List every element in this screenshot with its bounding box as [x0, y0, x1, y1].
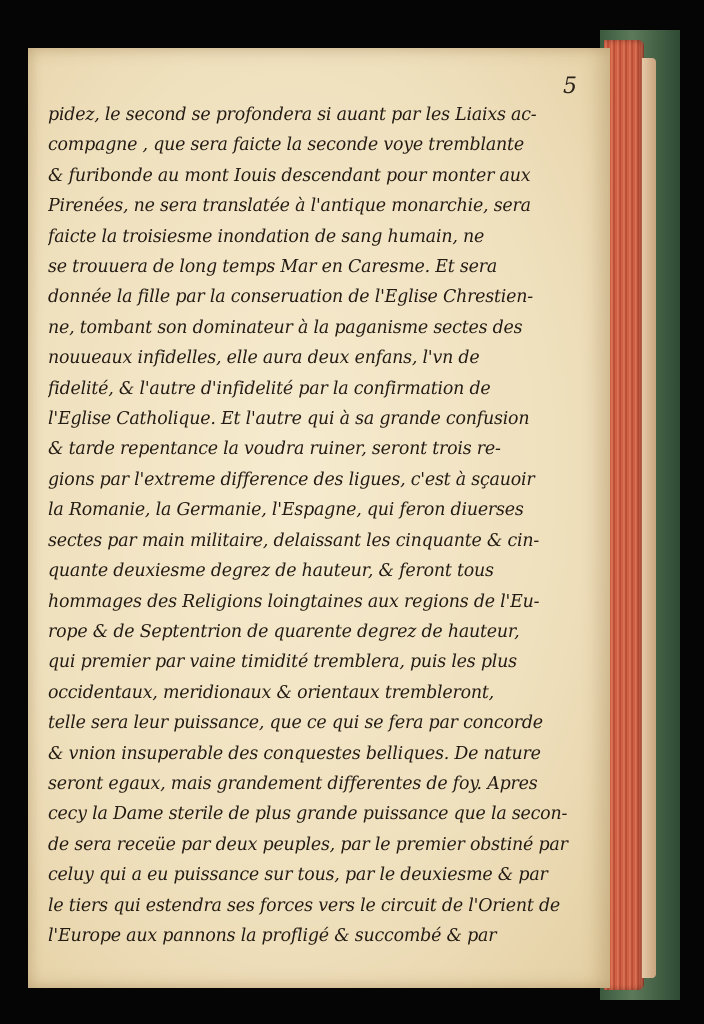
text-line: & vnion insuperable des conquestes belliques. De nature: [48, 743, 541, 764]
text-line: occidentaux, meridionaux & orientaux trembleront,: [48, 682, 494, 703]
text-line: qui premier par vaine timidité tremblera, puis les plus: [48, 652, 517, 673]
text-line: se trouuera de long temps Mar en Caresme. Et sera: [48, 257, 498, 278]
text-line: l'Eglise Catholique. Et l'autre qui à sa grande confusion: [48, 409, 530, 430]
text-line: compagne , que sera faicte la seconde voye tremblante: [48, 135, 524, 156]
page-text: [48, 100, 588, 951]
text-line: pidez, le second se profondera si auant par les Liaixs ac-: [48, 105, 537, 125]
text-line: de sera receüe par deux peuples, par le premier obstiné par: [48, 834, 568, 855]
text-line: ne, tombant son dominateur à la paganisme sectes des: [48, 317, 523, 338]
text-line: telle sera leur puissance, que ce qui se fera par concorde: [48, 713, 543, 734]
text-line: l'Europe aux pannons la profligé & succombé & par: [48, 925, 497, 946]
text-line: quante deuxiesme degrez de hauteur, & feront tous: [48, 561, 494, 582]
text-line: Pirenées, ne sera translatée à l'antique monarchie, sera: [48, 196, 531, 217]
page-edge-red: [604, 40, 644, 990]
text-line: donnée la fille par la conseruation de l'Eglise Chrestien-: [48, 287, 533, 308]
text-line: & tarde repentance la voudra ruiner, seront trois re-: [48, 439, 501, 460]
text-line: & furibonde au mont Iouis descendant pour monter aux: [48, 165, 531, 186]
text-line: gions par l'extreme difference des ligues, c'est à sçauoir: [48, 469, 535, 490]
text-line: le tiers qui estendra ses forces vers le circuit de l'Orient de: [48, 895, 560, 916]
text-line: nouueaux infidelles, elle aura deux enfans, l'vn de: [48, 348, 480, 369]
page-edge-paper: [642, 58, 656, 978]
text-line: hommages des Religions loingtaines aux regions de l'Eu-: [48, 591, 540, 612]
text-line: la Romanie, la Germanie, l'Espagne, qui feron diuerses: [48, 500, 524, 521]
text-line: rope & de Septentrion de quarente degrez de hauteur,: [48, 621, 520, 642]
text-line: celuy qui a eu puissance sur tous, par le deuxiesme & par: [48, 865, 548, 886]
book-page: [28, 48, 610, 988]
text-line: fidelité, & l'autre d'infidelité par la confirmation de: [48, 378, 491, 399]
page-number: 5: [563, 74, 577, 99]
text-line: sectes par main militaire, delaissant les cinquante & cin-: [48, 530, 540, 551]
text-line: faicte la troisiesme inondation de sang humain, ne: [48, 226, 485, 247]
text-line: cecy la Dame sterile de plus grande puissance que la secon-: [48, 804, 568, 825]
text-line: seront egaux, mais grandement differentes de foy. Apres: [48, 773, 538, 794]
